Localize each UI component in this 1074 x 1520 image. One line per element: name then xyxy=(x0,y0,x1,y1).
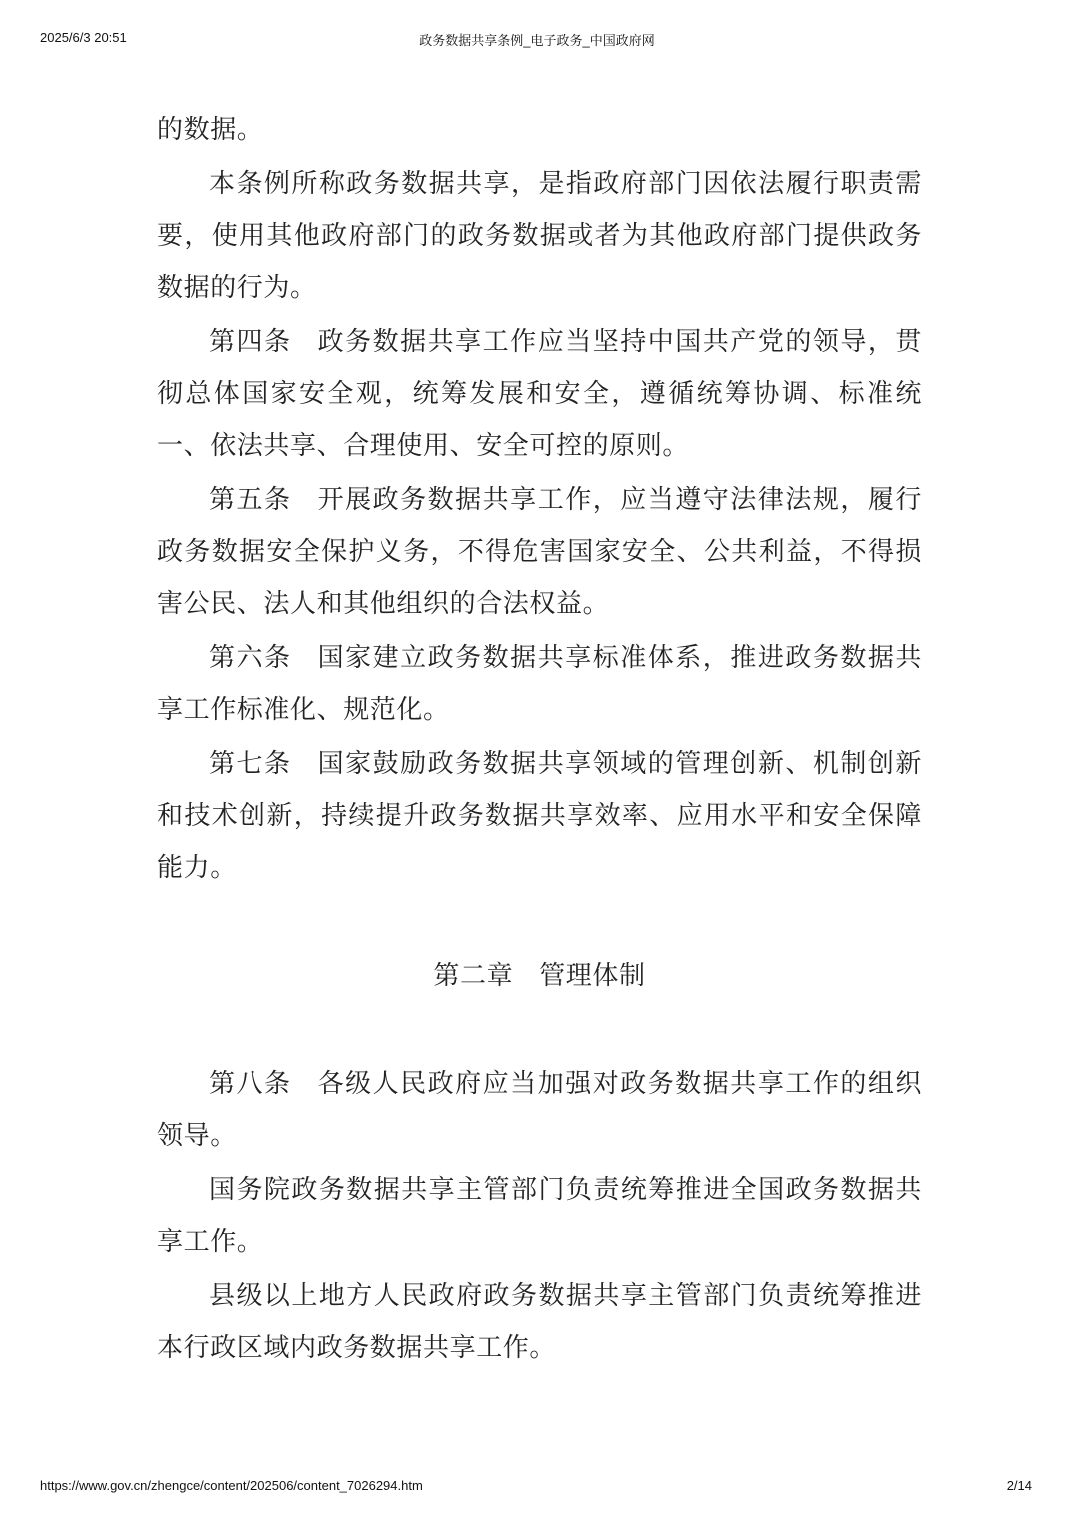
chapter-number: 第二章 xyxy=(433,961,514,991)
print-url: https://www.gov.cn/zhengce/content/202506/content_7026294.htm xyxy=(40,1478,423,1493)
article-8-text: 各级人民政府应当加强对政务数据共享工作的组织领导。 xyxy=(157,1069,922,1151)
article-4-text: 政务数据共享工作应当坚持中国共产党的领导，贯彻总体国家安全观，统筹发展和安全，遵循统筹协调、标准统一、依法共享、合理使用、安全可控的原则。 xyxy=(157,327,922,461)
article-8-number: 第八条 xyxy=(209,1069,292,1099)
document-body xyxy=(157,104,922,1376)
paragraph-county-level: 县级以上地方人民政府政务数据共享主管部门负责统筹推进本行政区域内政务数据共享工作。 xyxy=(157,1281,922,1363)
article-7-text: 国家鼓励政务数据共享领域的管理创新、机制创新和技术创新，持续提升政务数据共享效率、应用水平和安全保障能力。 xyxy=(157,749,922,883)
article-7-number: 第七条 xyxy=(209,749,292,779)
print-page-title: 政务数据共享条例_电子政务_中国政府网 xyxy=(419,33,655,48)
article-8 xyxy=(157,1058,922,1162)
paragraph-definition: 本条例所称政务数据共享，是指政府部门因依法履行职责需要，使用其他政府部门的政务数据或者为其他政府部门提供政务数据的行为。 xyxy=(157,169,922,303)
print-header xyxy=(0,30,1074,48)
article-6-text: 国家建立政务数据共享标准体系，推进政务数据共享工作标准化、规范化。 xyxy=(157,643,922,725)
paragraph-continuation: 的数据。 xyxy=(157,115,264,145)
print-page-number: 2/14 xyxy=(1006,1478,1032,1493)
article-5-text: 开展政务数据共享工作，应当遵守法律法规，履行政务数据安全保护义务，不得危害国家安全、公共利益，不得损害公民、法人和其他组织的合法权益。 xyxy=(157,485,922,619)
article-6 xyxy=(157,632,922,736)
article-4-number: 第四条 xyxy=(209,327,292,357)
chapter-title: 管理体制 xyxy=(539,961,646,991)
print-datetime: 2025/6/3 20:51 xyxy=(40,30,127,45)
print-footer xyxy=(0,1478,1074,1496)
paragraph-state-council: 国务院政务数据共享主管部门负责统筹推进全国政务数据共享工作。 xyxy=(157,1175,922,1257)
article-6-number: 第六条 xyxy=(209,643,292,673)
chapter-heading xyxy=(157,950,922,1002)
article-5-number: 第五条 xyxy=(209,485,292,515)
spacer xyxy=(157,896,922,950)
article-5 xyxy=(157,474,922,630)
article-4 xyxy=(157,316,922,472)
article-7 xyxy=(157,738,922,894)
spacer xyxy=(157,1002,922,1058)
